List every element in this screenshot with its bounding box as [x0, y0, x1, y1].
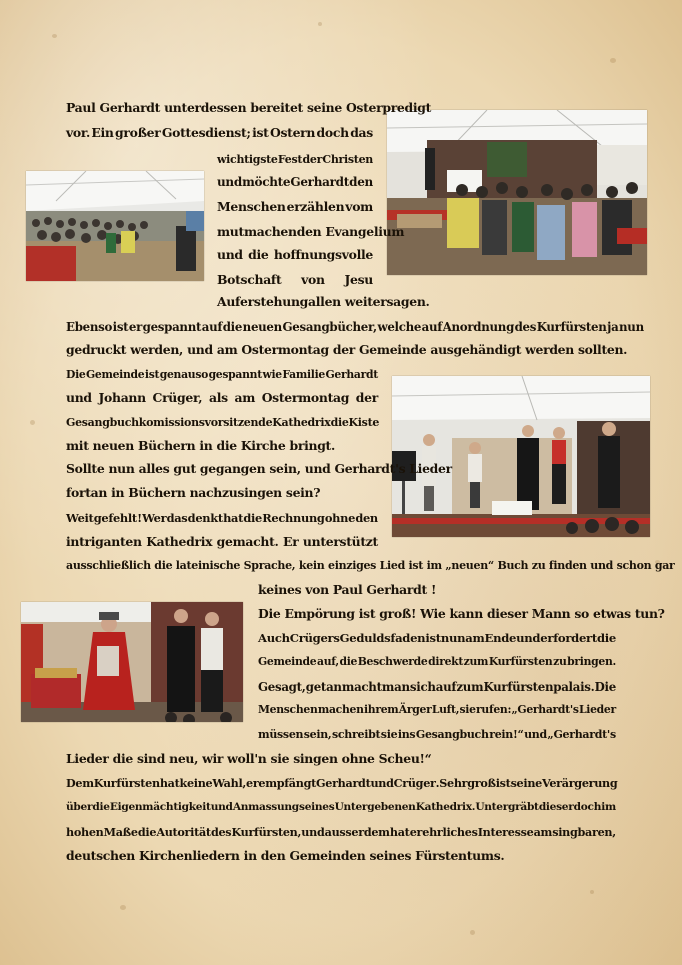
word: genauso — [159, 368, 209, 381]
word: vom — [345, 199, 373, 214]
word: bringen. — [567, 655, 616, 668]
word: Ende — [484, 631, 517, 645]
word: seines — [299, 801, 335, 813]
word: Johann — [98, 390, 146, 405]
word: Er — [283, 534, 299, 549]
word: ist — [144, 368, 160, 381]
p1-line-6: mutmachenden Evangelium — [217, 224, 405, 239]
photo-stage-actors — [392, 376, 650, 537]
word: hohen — [66, 825, 104, 839]
p3-line-10: keines von Paul Gerhardt ! — [258, 582, 437, 597]
word: er — [246, 776, 259, 790]
word: Gesagt, — [258, 680, 306, 694]
word: die — [597, 631, 616, 645]
word: Untergebenen — [334, 801, 416, 813]
word: und — [210, 801, 233, 813]
p5-line-2 — [66, 797, 616, 817]
paper-speck — [590, 890, 594, 894]
word: Interesse — [477, 825, 534, 839]
word: Ebenso — [66, 320, 113, 334]
p3-line-7 — [66, 508, 378, 528]
word: Wahl, — [212, 776, 246, 790]
word: auf — [435, 680, 457, 694]
word: rufen: — [476, 703, 512, 716]
word: Kathedrix. — [415, 801, 476, 813]
word: Lieder — [579, 703, 616, 716]
word: man — [381, 680, 410, 694]
word: die — [248, 247, 269, 262]
word: Die — [66, 368, 86, 381]
word: Anordnung — [442, 320, 515, 334]
word: Beschwerde — [357, 655, 428, 668]
word: ihrem — [363, 703, 399, 716]
word: Fest — [277, 153, 303, 166]
word: das — [350, 125, 373, 140]
word: Dem — [66, 776, 94, 790]
paper-speck — [318, 22, 322, 26]
word: der — [355, 390, 378, 405]
word: hat — [159, 776, 180, 790]
word: Ostern — [269, 125, 316, 140]
word: wichtigste — [217, 153, 278, 166]
word: und — [516, 631, 541, 645]
word: das — [166, 511, 188, 525]
word: „Gerhardt's — [511, 703, 579, 716]
word: Weit — [66, 511, 94, 525]
word: „Gerhardt's — [547, 728, 616, 741]
word: Untergräbt — [475, 801, 539, 813]
word: rein!“ — [489, 728, 524, 741]
p5-line-1 — [66, 773, 616, 793]
p4-line-1: Die Empörung ist groß! Wie kann dieser Mann so etwas tun? — [258, 606, 665, 621]
word: ausserdem — [324, 825, 390, 839]
word: am — [234, 390, 256, 405]
paper-speck — [470, 930, 475, 935]
word: die — [330, 416, 349, 429]
word: welche — [377, 320, 422, 334]
word: Gemeinde — [258, 655, 317, 668]
p4-line-7: Lieder die sind neu, wir woll'n sie singen ohne Scheu!“ — [66, 751, 432, 766]
word: Rechnung — [262, 511, 325, 525]
word: ist — [252, 125, 269, 140]
word: des — [514, 320, 537, 334]
word: direkt — [428, 655, 464, 668]
p3-line-9: ausschließlich die lateinische Sprache, kein einziges Lied ist im „neuen“ Buch zu finden und schon gar — [66, 559, 675, 572]
word: möchte — [242, 175, 291, 189]
word: den — [355, 511, 378, 525]
word: hat — [223, 511, 244, 525]
word: Kathedrix — [146, 534, 213, 549]
word: intriganten — [66, 534, 142, 549]
word: Gesangbücher, — [282, 320, 377, 334]
p1-line-7 — [217, 245, 373, 265]
word: vor. — [66, 125, 90, 140]
word: Crüger, — [152, 390, 203, 405]
word: großer — [115, 125, 161, 140]
word: auf, — [317, 655, 339, 668]
p1-line-3 — [217, 150, 373, 170]
word: seine — [510, 776, 542, 790]
word: und — [217, 247, 243, 262]
word: über — [66, 801, 93, 813]
word: Kathedrix — [272, 416, 331, 429]
word: nun — [619, 320, 644, 334]
p3-line-1 — [66, 365, 378, 385]
word: empfängt — [258, 776, 316, 790]
p3-line-8 — [66, 532, 378, 552]
word: sie — [459, 703, 476, 716]
word: Crüger — [393, 776, 436, 790]
p1-line-9: Auferstehungallen weitersagen. — [217, 294, 430, 309]
word: wie — [262, 368, 282, 381]
word: ! — [137, 511, 142, 525]
word: zum — [463, 655, 489, 668]
word: und — [370, 776, 394, 790]
word: nun — [440, 631, 466, 645]
word: ohne — [324, 511, 356, 525]
word: ins — [397, 728, 416, 741]
word: ist — [425, 631, 441, 645]
word: und — [301, 825, 325, 839]
word: Ostermontag — [261, 390, 350, 405]
p3-line-3 — [66, 413, 378, 433]
p5-line-3 — [66, 822, 616, 842]
word: sich — [409, 680, 436, 694]
word: Geduldsfaden — [339, 631, 426, 645]
paper-speck — [610, 58, 616, 63]
word: Gesangbuch — [415, 728, 489, 741]
word: des — [210, 825, 232, 839]
p1-line-5 — [217, 197, 373, 217]
word: getan — [305, 680, 342, 694]
word: erzählen — [286, 199, 345, 214]
word: macht — [341, 680, 382, 694]
word: Christen — [322, 153, 373, 166]
word: Gemeinde — [85, 368, 145, 381]
word: Menschen — [217, 199, 286, 214]
photo-stage-service — [387, 110, 647, 275]
p1-line-8 — [217, 270, 373, 290]
word: die — [222, 320, 243, 334]
p4-line-4 — [258, 677, 616, 697]
p1-line-2 — [66, 123, 373, 143]
word: zu — [553, 655, 567, 668]
word: den — [349, 175, 373, 189]
word: doch — [573, 801, 602, 813]
p4-line-2 — [258, 628, 616, 648]
word: Gesangbuchkomissionsvorsitzende — [66, 416, 273, 429]
word: doch — [316, 125, 349, 140]
p1-line-1: Paul Gerhardt unterdessen bereitet seine Osterpredigt — [66, 100, 432, 115]
p3-line-4: mit neuen Büchern in die Kirche bringt. — [66, 438, 335, 453]
word: dieser — [538, 801, 574, 813]
word: machen — [317, 703, 364, 716]
word: sein, — [303, 728, 332, 741]
word: ist — [495, 776, 511, 790]
word: Luft, — [431, 703, 460, 716]
word: hat — [389, 825, 410, 839]
word: ist — [112, 320, 129, 334]
word: zum — [456, 680, 484, 694]
word: gespannt — [142, 320, 202, 334]
p4-line-5 — [258, 700, 616, 720]
word: auf — [421, 320, 443, 334]
word: Gerhardt — [316, 776, 371, 790]
word: am — [465, 631, 485, 645]
p4-line-3 — [258, 652, 616, 672]
word: und — [217, 175, 242, 189]
word: Kurfürstenpalais. — [483, 680, 595, 694]
word: schreibt — [332, 728, 381, 741]
word: fordert — [553, 631, 597, 645]
word: Verärgerung — [541, 776, 618, 790]
word: unterstützt — [302, 534, 378, 549]
word: Kiste — [348, 416, 380, 429]
word: von — [301, 272, 325, 287]
word: ehrliches — [422, 825, 478, 839]
p2-line-2: gedruckt werden, und am Ostermontag der Gemeinde ausgehändigt werden sollten. — [66, 342, 628, 357]
word: Auch — [258, 631, 290, 645]
word: Ein — [91, 125, 114, 140]
word: als — [208, 390, 228, 405]
word: Botschaft — [217, 272, 282, 287]
word: und — [524, 728, 547, 741]
word: die — [243, 511, 262, 525]
word: keine — [179, 776, 213, 790]
word: Gerhardt — [325, 368, 378, 381]
word: Maße — [103, 825, 138, 839]
word: ja — [607, 320, 619, 334]
word: Eigenmächtigkeit — [109, 801, 211, 813]
word: neuen — [242, 320, 282, 334]
word: Wer — [142, 511, 167, 525]
word: am — [533, 825, 553, 839]
p3-line-5: Sollte nun alles gut gegangen sein, und Gerhardt's Lieder — [66, 461, 452, 476]
word: Ärger — [398, 703, 432, 716]
word: die — [92, 801, 110, 813]
word: sie — [380, 728, 398, 741]
word: . — [435, 776, 440, 790]
word: Autorität — [156, 825, 211, 839]
word: Familie — [282, 368, 325, 381]
word: im — [601, 801, 616, 813]
paper-speck — [52, 34, 57, 38]
word: denkt — [187, 511, 223, 525]
word: auf — [201, 320, 223, 334]
word: groß — [467, 776, 496, 790]
word: der — [302, 153, 323, 166]
word: er — [128, 320, 143, 334]
paper-speck — [30, 420, 35, 425]
p4-line-6 — [258, 725, 616, 745]
word: gespannt — [208, 368, 262, 381]
word: singbaren, — [552, 825, 616, 839]
word: Kurfürsten — [536, 320, 607, 334]
paper-speck — [120, 905, 126, 910]
word: die — [339, 655, 358, 668]
word: Die — [594, 680, 616, 694]
word: Gerhardt — [290, 175, 349, 189]
word: Menschen — [258, 703, 318, 716]
photo-red-robe-actor — [21, 602, 243, 722]
word: Gottesdienst; — [161, 125, 251, 140]
word: die — [137, 825, 157, 839]
word: und — [66, 390, 92, 405]
word: Jesu — [344, 272, 373, 287]
word: Kurfürsten — [93, 776, 160, 790]
word: müssen — [258, 728, 304, 741]
word: Kurfürsten — [488, 655, 553, 668]
photo-audience-tent — [26, 171, 204, 281]
word: Anmassung — [232, 801, 299, 813]
word: gemacht. — [216, 534, 279, 549]
word: Crügers — [289, 631, 340, 645]
p3-line-6: fortan in Büchern nachzusingen sein? — [66, 485, 321, 500]
p2-line-1 — [66, 317, 644, 337]
word: er — [540, 631, 554, 645]
word: Sehr — [439, 776, 468, 790]
p3-line-2 — [66, 388, 378, 408]
word: er — [409, 825, 423, 839]
word: gefehlt — [93, 511, 137, 525]
p1-line-4 — [217, 172, 373, 192]
word: hoffnungsvolle — [273, 247, 373, 262]
p5-line-4: deutschen Kirchenliedern in den Gemeinden seines Fürstentums. — [66, 848, 505, 863]
word: Kurfürsten, — [231, 825, 302, 839]
